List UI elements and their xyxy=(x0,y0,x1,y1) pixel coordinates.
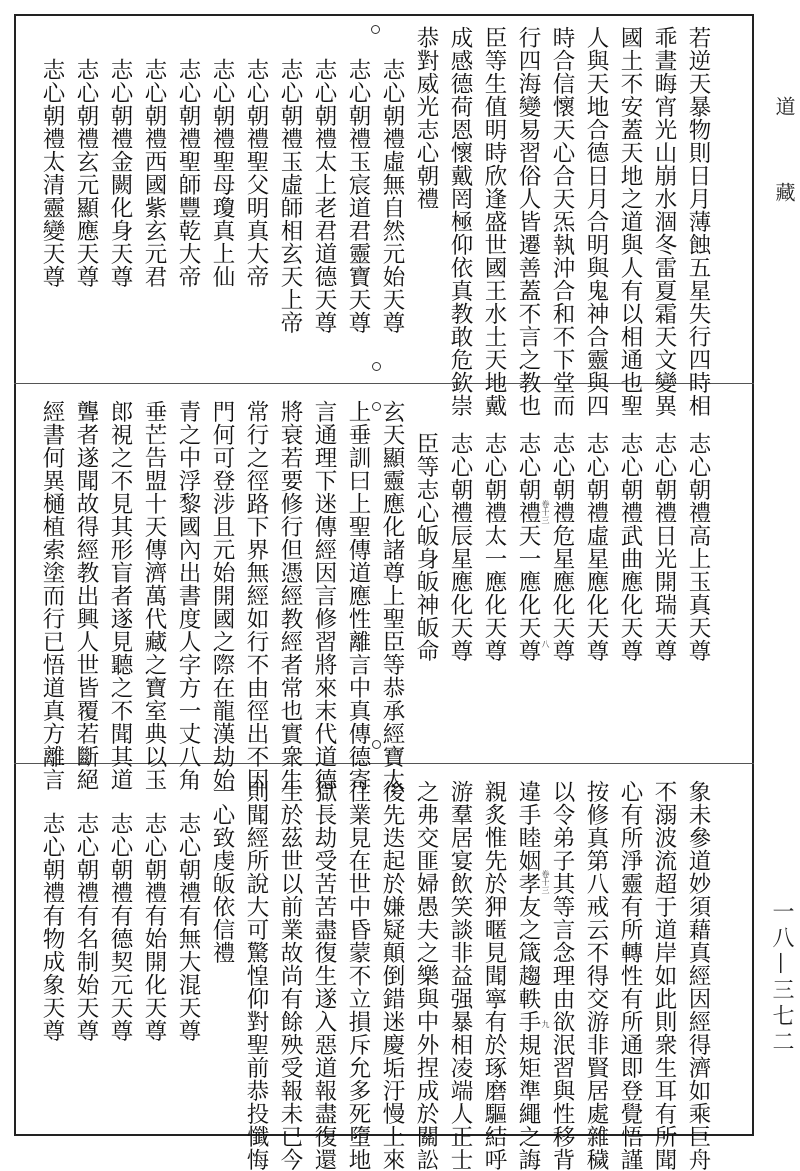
text-column: 時合信懷天心合天炁執沖合和不下堂而 xyxy=(549,26,575,417)
text-column: 志心朝禮金闕化身天尊 xyxy=(107,58,133,288)
text-column: 一心致虔皈依信禮 xyxy=(209,780,235,964)
text-column: 志心朝禮武曲應化天尊 xyxy=(617,432,643,662)
text-column: 志心朝禮有始開化天尊 xyxy=(141,812,167,1042)
text-column: 垂芒告盟十天傳濟萬代藏之寶室典以玉 xyxy=(141,400,167,791)
text-column: 經書何異樋植索塗而行已悟道真方離言 xyxy=(39,400,65,791)
folio-note: 卷十三 xyxy=(541,870,550,894)
text-column: 臣等生值明時欣逢盛世國王水土天地戴 xyxy=(481,26,507,417)
circle-mark xyxy=(371,25,380,34)
text-column: 國土不安蓋天地之道與人有以相通也聖 xyxy=(617,26,643,417)
text-column: 親炙惟先於狎暱見聞寧有於琢磨驅結呼 xyxy=(481,780,507,1171)
text-column: 聾者遂聞故得經教出興人世皆覆若斷絕 xyxy=(73,400,99,791)
text-column: 人與天地合德日月合明與鬼神合靈與四 xyxy=(583,26,609,417)
text-column: 志心朝禮聖母瓊真上仙 xyxy=(209,58,235,288)
text-column: 志心朝禮天一應化天尊 xyxy=(515,432,541,662)
text-column: 違手睦姻孝友之箴趨軼手規矩準繩之誨 xyxy=(515,780,541,1171)
text-column: 獄長劫受苦苦盡復生遂入惡道報盡復還 xyxy=(311,780,337,1171)
text-column: 按修真第八戒云不得交游非賢居處雜穢 xyxy=(583,780,609,1171)
text-column: 志心朝禮有德契元天尊 xyxy=(107,812,133,1042)
text-column: 將衰若要修行但憑經教經者常也實衆生 xyxy=(277,400,303,791)
text-column: 以令弟子其等言念理由欲泯習與性移背 xyxy=(549,780,575,1171)
text-column: 恭對威光志心朝禮 xyxy=(413,26,439,210)
text-column: 志心朝禮玄元顯應天尊 xyxy=(73,58,99,288)
folio-note: 卷十三 xyxy=(541,500,550,524)
text-column: 生於茲世以前業故尚有餘殃受報未已今 xyxy=(277,780,303,1171)
text-column: 志心朝禮聖父明真大帝 xyxy=(243,58,269,288)
text-column: 郎視之不見其形盲者遂見聽之不聞其道 xyxy=(107,400,133,791)
text-column: 志心朝禮危星應化天尊 xyxy=(549,432,575,662)
text-column: 游羣居宴飲笑談非益强暴相凌端人正士 xyxy=(447,780,473,1171)
margin-page-number: 一八—三七二 xyxy=(769,900,794,1056)
text-column: 玄天顯靈應化諸尊上聖臣等恭承經寶太 xyxy=(379,400,405,791)
text-column: 不溺波流超于道岸如此則衆生耳有所聞 xyxy=(651,780,677,1171)
text-column: 後先迭起於嫌疑顛倒錯迷慶垢汙慢上來 xyxy=(379,780,405,1171)
text-column: 志心朝禮高上玉真天尊 xyxy=(685,432,711,662)
text-column: 則聞經所說大可驚惶仰對聖前恭投懺悔 xyxy=(243,780,269,1171)
text-column: 上垂訓曰上聖傳道應性離言中真傳德寄 xyxy=(345,400,371,791)
circle-mark xyxy=(372,362,381,371)
margin-title-zang: 藏 xyxy=(772,182,796,204)
text-column: 志心朝禮太一應化天尊 xyxy=(481,432,507,662)
text-column: 志心朝禮虛星應化天尊 xyxy=(583,432,609,662)
circle-mark xyxy=(372,740,381,749)
text-column: 之弗交匪婦愚夫之樂與中外捏成於關訟 xyxy=(413,780,439,1171)
text-column: 志心朝禮虛無自然元始天尊 xyxy=(379,58,405,334)
text-column: 志心朝禮玉宸道君靈寶天尊 xyxy=(345,58,371,334)
text-column: 臣等志心皈身皈神皈命 xyxy=(413,432,439,662)
text-column: 志心朝禮西國紫玄元君 xyxy=(141,58,167,288)
folio-number: 八 xyxy=(541,640,550,648)
folio-number: 九 xyxy=(541,1020,550,1028)
text-column: 志心朝禮有物成象天尊 xyxy=(39,812,65,1042)
circle-mark xyxy=(372,402,381,411)
margin-title-dao: 道 xyxy=(772,96,796,118)
text-column: 象未參道妙須藉真經因經得濟如乘巨舟 xyxy=(685,780,711,1171)
text-column: 門何可登涉且元始開國之際在龍漢劫始 xyxy=(209,400,235,791)
text-column: 往業見在世中昏蒙不立損斥允多死墮地 xyxy=(345,780,371,1171)
text-column: 志心朝禮辰星應化天尊 xyxy=(447,432,473,662)
text-column: 志心朝禮有無大混天尊 xyxy=(175,812,201,1042)
text-column: 心有所淨靈有所轉性有所通即登覺悟謹 xyxy=(617,780,643,1171)
text-column: 志心朝禮太清靈變天尊 xyxy=(39,58,65,288)
text-column: 志心朝禮太上老君道德天尊 xyxy=(311,58,337,334)
text-column: 志心朝禮聖師豐乾大帝 xyxy=(175,58,201,288)
text-column: 若逆天暴物則日月薄蝕五星失行四時相 xyxy=(685,26,711,417)
text-column: 青之中浮黎國內出書度人字方一丈八角 xyxy=(175,400,201,791)
text-column: 行四海變易習俗人皆遷善蓋不言之教也 xyxy=(515,26,541,417)
text-column: 常行之徑路下界無經如行不由徑出不因 xyxy=(243,400,269,791)
text-column: 志心朝禮玉虛師相玄天上帝 xyxy=(277,58,303,334)
text-column: 成感德荷恩懷戴罔極仰依真教敢危欽崇 xyxy=(447,26,473,417)
text-column: 言通理下迷傳經因言修習將來末代道德 xyxy=(311,400,337,791)
text-column: 志心朝禮日光開瑞天尊 xyxy=(651,432,677,662)
text-column: 志心朝禮有名制始天尊 xyxy=(73,812,99,1042)
text-column: 乖晝晦宵光山崩水涸冬雷夏霜天文變異 xyxy=(651,26,677,417)
